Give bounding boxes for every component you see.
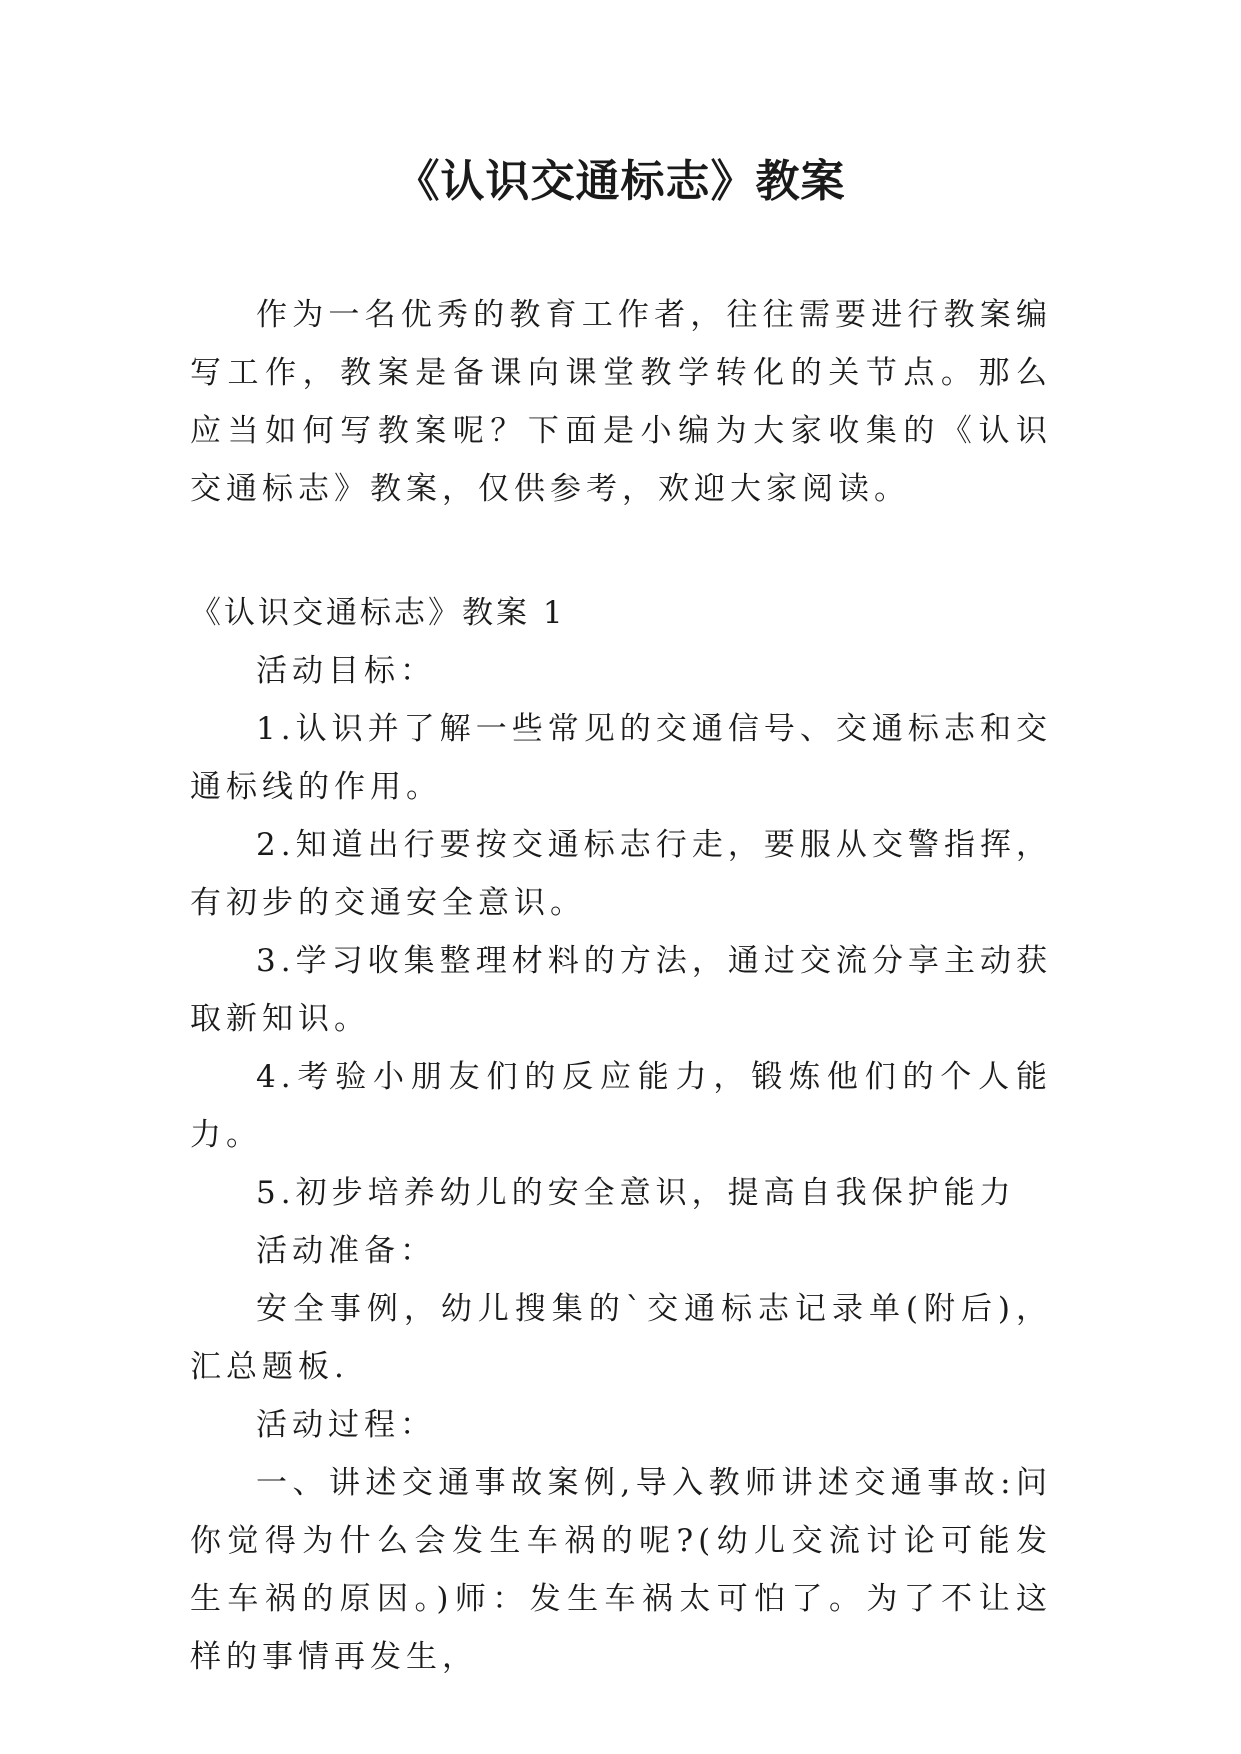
goals-label: 活动目标： <box>256 653 436 689</box>
process-label: 活动过程： <box>256 1407 436 1443</box>
goal-item: 4.考验小朋友们的反应能力，锻炼他们的个人能力。 <box>190 1059 1052 1153</box>
document-title: 《认识交通标志》教案 <box>395 156 846 207</box>
document-body <box>190 286 1052 1686</box>
section-heading: 《认识交通标志》教案 1 <box>190 595 566 631</box>
prep-label: 活动准备： <box>256 1233 436 1269</box>
prep-paragraph: 安全事例，幼儿搜集的`交通标志记录单(附后)，汇总题板. <box>190 1291 1052 1385</box>
goal-item: 2.知道出行要按交通标志行走，要服从交警指挥，有初步的交通安全意识。 <box>190 827 1052 921</box>
process-paragraph: 一、讲述交通事故案例,导入教师讲述交通事故:问你觉得为什么会发生车祸的呢?(幼儿交流讨论可能发生车祸的原因。)师：发生车祸太可怕了。为了不让这样的事情再发生， <box>190 1465 1052 1675</box>
intro-paragraph: 作为一名优秀的教育工作者，往往需要进行教案编写工作，教案是备课向课堂教学转化的关节点。那么应当如何写教案呢？下面是小编为大家收集的《认识交通标志》教案，仅供参考，欢迎大家阅读。 <box>190 297 1052 507</box>
goal-item: 1.认识并了解一些常见的交通信号、交通标志和交通标线的作用。 <box>190 711 1052 805</box>
goal-item: 5.初步培养幼儿的安全意识，提高自我保护能力 <box>256 1175 1016 1211</box>
goal-item: 3.学习收集整理材料的方法，通过交流分享主动获取新知识。 <box>190 943 1052 1037</box>
